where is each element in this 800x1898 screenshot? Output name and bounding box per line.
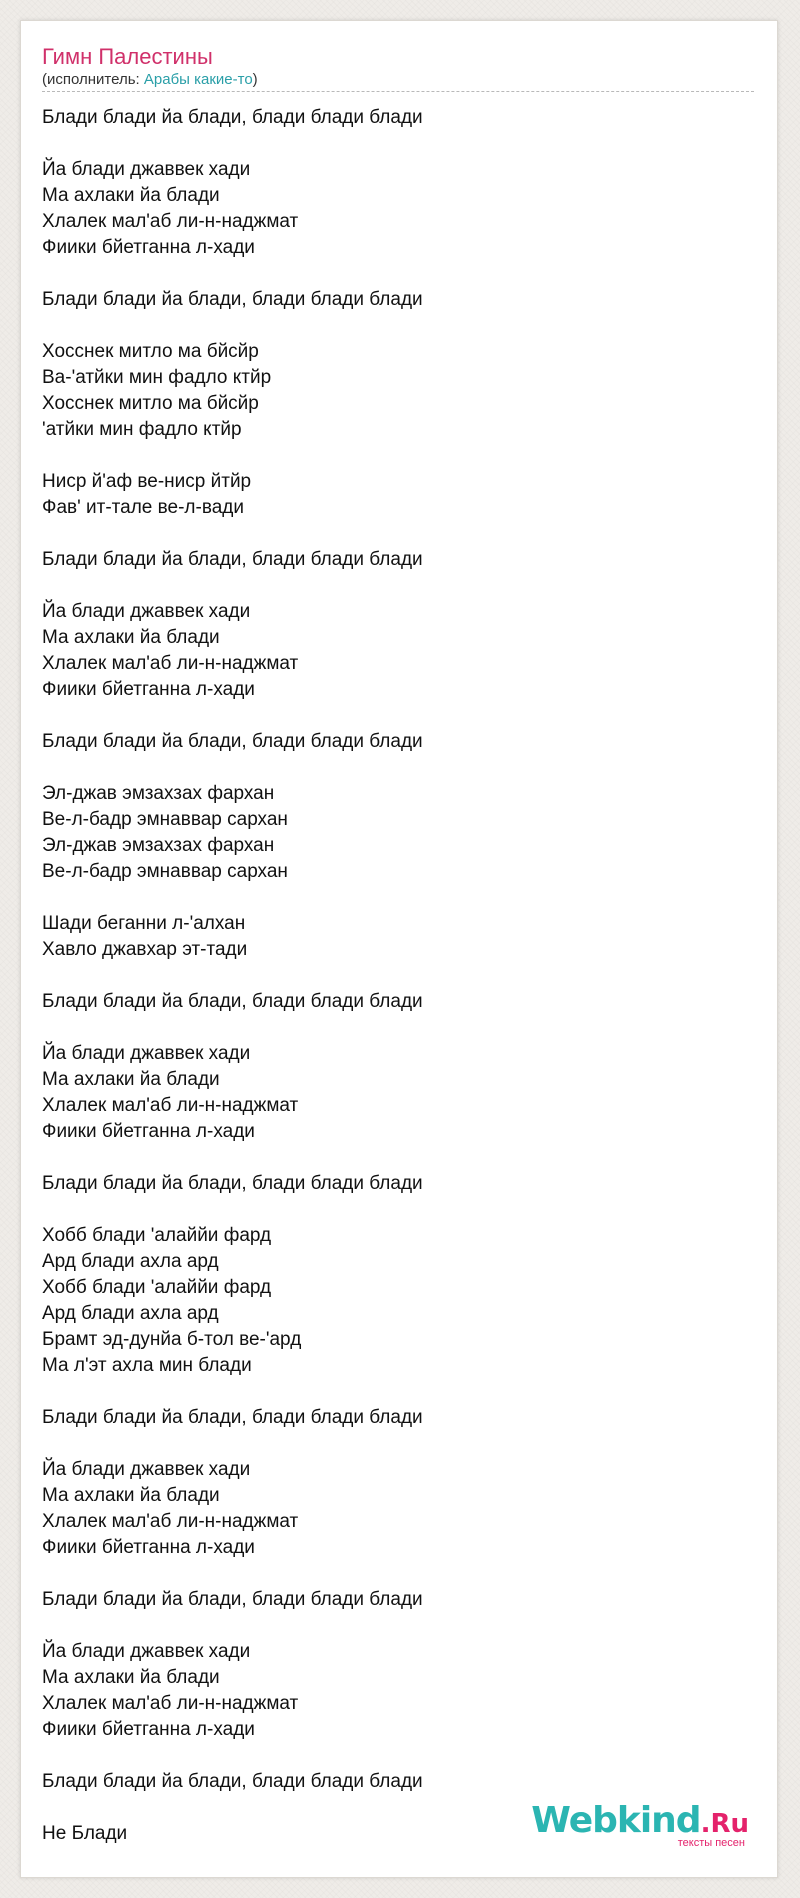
lyrics-line: Ма ахлаки йа блади <box>42 1667 220 1688</box>
lyrics-stanza <box>42 469 754 521</box>
brand-name: Webkind <box>531 1800 701 1841</box>
lyrics-line: Ма ахлаки йа блади <box>42 1485 220 1506</box>
artist-link[interactable]: Арабы какие-то <box>143 71 253 88</box>
lyrics-line: Йа блади джаввек хади <box>42 159 251 180</box>
lyrics-stanza <box>42 547 754 573</box>
lyrics-line: Не Блади <box>42 1823 128 1844</box>
lyrics-stanza <box>42 1405 754 1431</box>
lyrics-stanza <box>42 287 754 313</box>
lyrics-stanza <box>42 989 754 1015</box>
lyrics-line: Фиики бйетганна л-хади <box>42 237 255 258</box>
lyrics-line: Ва-'атйки мин фадло ктйр <box>42 367 272 388</box>
lyrics-line: Хавло джавхар эт-тади <box>42 939 248 960</box>
lyrics-stanza <box>42 729 754 755</box>
lyrics-stanza <box>42 781 754 885</box>
lyrics-line: Блади блади йа блади, блади блади блади <box>42 1771 423 1792</box>
lyrics-line: Хобб блади 'алаййи фард <box>42 1225 272 1246</box>
lyrics-line: Фав' ит-тале ве-л-вади <box>42 497 244 518</box>
lyrics-line: Блади блади йа блади, блади блади блади <box>42 991 423 1012</box>
lyrics-stanza <box>42 157 754 261</box>
performer-line <box>42 71 754 89</box>
lyrics-line: Хосснек митло ма бйсйр <box>42 341 259 362</box>
lyrics-line: Хлалек мал'аб ли-н-наджмат <box>42 1693 299 1714</box>
lyrics-stanza <box>42 339 754 443</box>
lyrics-line: 'атйки мин фадло ктйр <box>42 419 242 440</box>
lyrics-card <box>20 20 778 1878</box>
lyrics-stanza <box>42 1769 754 1795</box>
performer-suffix: ) <box>252 71 258 88</box>
webkind-logo[interactable] <box>531 1802 749 1849</box>
lyrics-line: Блади блади йа блади, блади блади блади <box>42 289 423 310</box>
lyrics-line: Хлалек мал'аб ли-н-наджмат <box>42 211 299 232</box>
lyrics-stanza <box>42 1587 754 1613</box>
song-title: Гимн Палестины <box>42 44 213 69</box>
lyrics-line: Хосснек митло ма бйсйр <box>42 393 259 414</box>
lyrics-stanza <box>42 1457 754 1561</box>
lyrics-line: Блади блади йа блади, блади блади блади <box>42 1589 423 1610</box>
lyrics-line: Шади беганни л-'алхан <box>42 913 246 934</box>
lyrics-stanza <box>42 1223 754 1379</box>
lyrics-line: Ард блади ахла ард <box>42 1251 219 1272</box>
lyrics-line: Блади блади йа блади, блади блади блади <box>42 731 423 752</box>
lyrics-line: Йа блади джаввек хади <box>42 601 251 622</box>
lyrics-line: Хобб блади 'алаййи фард <box>42 1277 272 1298</box>
lyrics-line: Хлалек мал'аб ли-н-наджмат <box>42 653 299 674</box>
lyrics-body <box>42 105 754 1873</box>
lyrics-line: Ма л'эт ахла мин блади <box>42 1355 252 1376</box>
lyrics-line: Йа блади джаввек хади <box>42 1641 251 1662</box>
lyrics-line: Йа блади джаввек хади <box>42 1459 251 1480</box>
lyrics-stanza <box>42 1639 754 1743</box>
lyrics-line: Ма ахлаки йа блади <box>42 185 220 206</box>
lyrics-line: Фиики бйетганна л-хади <box>42 679 255 700</box>
lyrics-line: Ве-л-бадр эмнаввар сархан <box>42 809 288 830</box>
lyrics-line: Ард блади ахла ард <box>42 1303 219 1324</box>
lyrics-line: Ве-л-бадр эмнаввар сархан <box>42 861 288 882</box>
lyrics-stanza <box>42 911 754 963</box>
lyrics-line: Ма ахлаки йа блади <box>42 1069 220 1090</box>
lyrics-line: Ниср й'аф ве-ниср йтйр <box>42 471 252 492</box>
lyrics-line: Хлалек мал'аб ли-н-наджмат <box>42 1511 299 1532</box>
lyrics-line: Блади блади йа блади, блади блади блади <box>42 549 423 570</box>
lyrics-stanza <box>42 1171 754 1197</box>
song-header <box>42 43 754 92</box>
lyrics-line: Фиики бйетганна л-хади <box>42 1121 255 1142</box>
lyrics-line: Эл-джав эмзахзах фархан <box>42 835 275 856</box>
lyrics-line: Ма ахлаки йа блади <box>42 627 220 648</box>
brand-tagline: тексты песен <box>677 1837 745 1849</box>
lyrics-line: Фиики бйетганна л-хади <box>42 1719 255 1740</box>
lyrics-line: Йа блади джаввек хади <box>42 1043 251 1064</box>
lyrics-line: Блади блади йа блади, блади блади блади <box>42 1407 423 1428</box>
lyrics-stanza <box>42 599 754 703</box>
lyrics-line: Эл-джав эмзахзах фархан <box>42 783 275 804</box>
lyrics-line: Брамт эд-дунйа б-тол ве-'ард <box>42 1329 302 1350</box>
lyrics-stanza <box>42 1041 754 1145</box>
performer-prefix: (исполнитель: <box>42 71 144 88</box>
lyrics-line: Фиики бйетганна л-хади <box>42 1537 255 1558</box>
lyrics-line: Хлалек мал'аб ли-н-наджмат <box>42 1095 299 1116</box>
lyrics-line: Блади блади йа блади, блади блади блади <box>42 107 423 128</box>
lyrics-line: Блади блади йа блади, блади блади блади <box>42 1173 423 1194</box>
lyrics-stanza <box>42 105 754 131</box>
brand-tld: .Ru <box>700 1809 749 1839</box>
